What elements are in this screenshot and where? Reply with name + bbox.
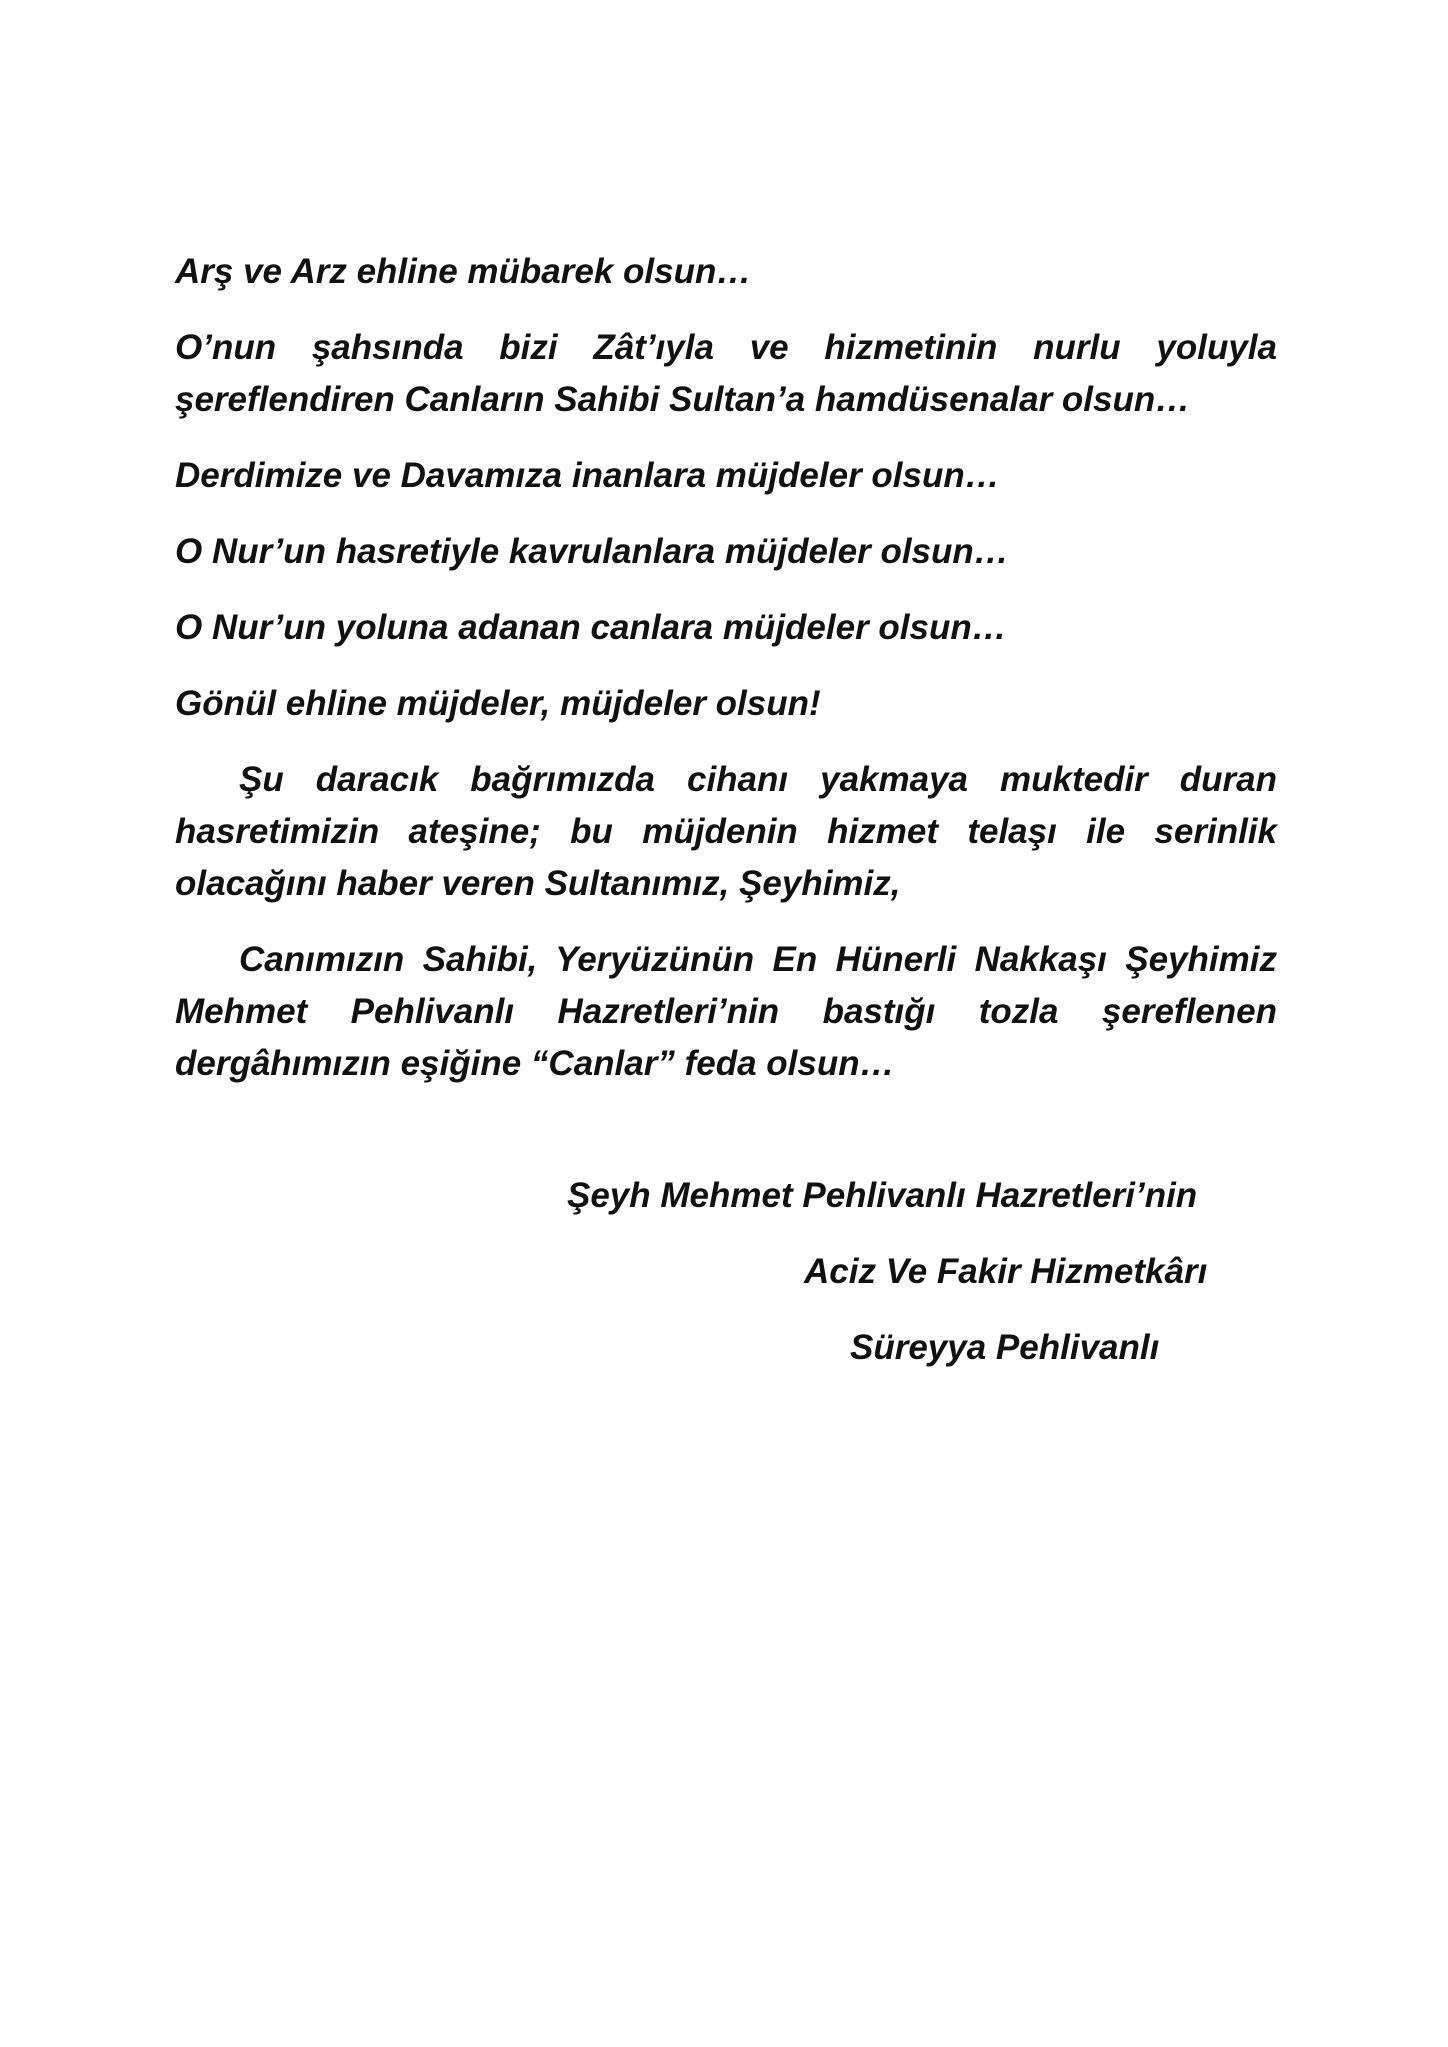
paragraph-good-news-hearts: Gönül ehline müjdeler, müjdeler olsun! xyxy=(175,684,821,723)
paragraph-good-news-believers: Derdimize ve Davamıza inanlara müjdeler olsun… xyxy=(175,456,1000,495)
signature-name: Süreyya Pehlivanlı xyxy=(850,1328,1160,1367)
signature-line-1: Şeyh Mehmet Pehlivanlı Hazretleri’nin xyxy=(567,1176,1198,1215)
signature-line-2: Aciz Ve Fakir Hizmetkârı xyxy=(804,1252,1208,1291)
paragraph-good-news-longing: O Nur’un hasretiyle kavrulanlara müjdeler olsun… xyxy=(175,532,1009,571)
paragraph-blessing: Arş ve Arz ehline mübarek olsun… xyxy=(175,252,752,291)
paragraph-good-news-devoted: O Nur’un yoluna adanan canlara müjdeler olsun… xyxy=(175,608,1007,647)
paragraph-praise: O’nun şahsında bizi Zât’ıyla ve hizmetinin nurlu yoluyla şereflendiren Canların Sahibi Sultan’a hamdüsenalar olsun… xyxy=(175,328,1277,419)
paragraph-sheikh: Canımızın Sahibi, Yeryüzünün En Hünerli Nakkaşı Şeyhimiz Mehmet Pehlivanlı Hazretleri’nin bastığı tozla şereflenen dergâhımızın eşiğine “Canlar” feda olsun… xyxy=(175,940,1277,1083)
letter-body xyxy=(175,246,1277,1114)
paragraph-sultan: Şu daracık bağrımızda cihanı yakmaya muktedir duran hasretimizin ateşine; bu müjdenin hizmet telaşı ile serinlik olacağını haber veren Sultanımız, Şeyhimiz, xyxy=(175,760,1277,903)
